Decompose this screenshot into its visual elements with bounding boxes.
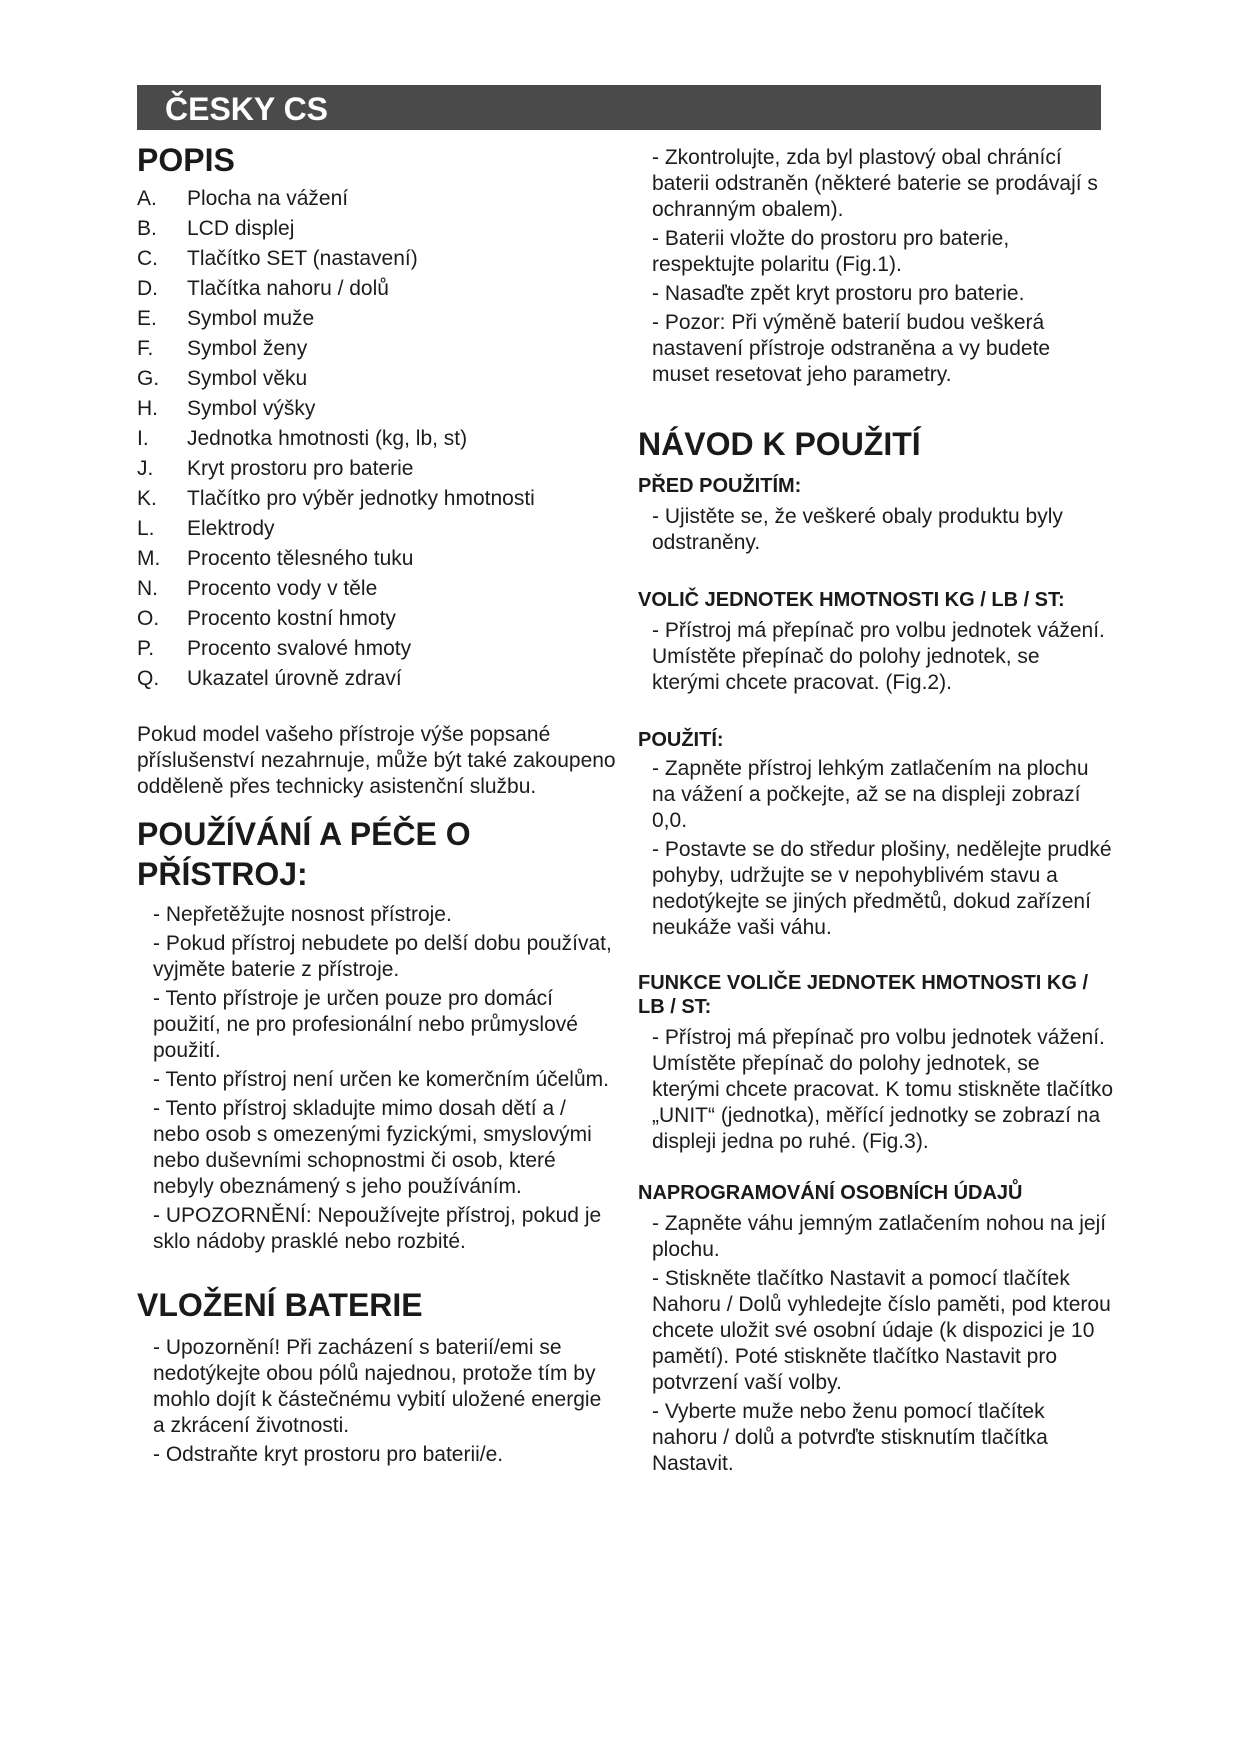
item-letter: Q. bbox=[137, 667, 160, 690]
care-list bbox=[137, 902, 617, 1255]
list-item bbox=[137, 306, 617, 332]
item-letter: G. bbox=[137, 367, 160, 390]
list-item bbox=[137, 366, 617, 392]
item-letter: I. bbox=[137, 427, 149, 450]
battery-title: VLOŽENÍ BATERIE bbox=[137, 1287, 423, 1323]
list-item: - Vyberte muže nebo ženu pomocí tlačítek nahoru / dolů a potvrďte stisknutím tlačítka Nastavit. bbox=[652, 1400, 1048, 1475]
right-column bbox=[638, 145, 1113, 1480]
use-list bbox=[638, 756, 1113, 941]
list-item: - Přístroj má přepínač pro volbu jednotek vážení. Umístěte přepínač do polohy jednotek, se kterými chcete pracovat. (Fig.2). bbox=[652, 619, 1105, 694]
item-letter: M. bbox=[137, 547, 161, 570]
language-header: ČESKY CS bbox=[137, 85, 1101, 130]
item-text: Tlačítko pro výběr jednotky hmotnosti bbox=[187, 487, 535, 510]
list-item bbox=[137, 276, 617, 302]
list-item: - Zapněte přístroj lehkým zatlačením na plochu na vážení a počkejte, až se na displeji zobrazí 0,0. bbox=[652, 757, 1089, 832]
item-letter: N. bbox=[137, 577, 158, 600]
list-item: - Pokud přístroj nebudete po delší dobu používat, vyjměte baterie z přístroje. bbox=[153, 932, 612, 981]
popis-title: POPIS bbox=[137, 142, 235, 178]
list-item bbox=[137, 246, 617, 272]
before-title: PŘED POUŽITÍM: bbox=[638, 475, 802, 497]
item-text: Procento vody v těle bbox=[187, 577, 378, 600]
item-letter: C. bbox=[137, 247, 158, 270]
item-letter: P. bbox=[137, 637, 155, 660]
item-letter: O. bbox=[137, 607, 160, 630]
list-item: - Postavte se do středur plošiny, nedělejte prudké pohyby, udržujte se v nepohyblivém stavu a nedotýkejte se jiných předmětů, dokud zařízení neukáže vaši váhu. bbox=[652, 838, 1112, 939]
item-text: Symbol věku bbox=[187, 367, 308, 390]
item-text: Procento svalové hmoty bbox=[187, 637, 412, 660]
list-item: - Stiskněte tlačítko Nastavit a pomocí tlačítek Nahoru / Dolů vyhledejte číslo paměti, pod kterou chcete uložit své osobní údaje (k dispozici je 10 pamětí). Poté stiskněte tlačítko Nastavit pro potvrzení vaší volby. bbox=[652, 1267, 1111, 1394]
list-item: - Nepřetěžujte nosnost přístroje. bbox=[153, 903, 452, 926]
list-item bbox=[137, 336, 617, 362]
item-text: Kryt prostoru pro baterie bbox=[187, 457, 414, 480]
battery-cont-list bbox=[638, 145, 1113, 388]
unit-list bbox=[638, 618, 1113, 696]
item-text: Tlačítko SET (nastavení) bbox=[187, 247, 418, 270]
before-list bbox=[638, 504, 1113, 556]
battery-list bbox=[137, 1335, 617, 1468]
item-text: LCD displej bbox=[187, 217, 295, 240]
list-item: - Nasaďte zpět kryt prostoru pro baterie. bbox=[652, 282, 1025, 305]
list-item bbox=[137, 516, 617, 542]
list-item: - UPOZORNĚNÍ: Nepoužívejte přístroj, pokud je sklo nádoby prasklé nebo rozbité. bbox=[153, 1204, 602, 1253]
item-text: Jednotka hmotnosti (kg, lb, st) bbox=[187, 427, 468, 450]
list-item: - Ujistěte se, že veškeré obaly produktu byly odstraněny. bbox=[652, 505, 1063, 554]
item-letter: H. bbox=[137, 397, 158, 420]
left-column bbox=[137, 140, 617, 1471]
list-item bbox=[137, 186, 617, 212]
care-title: POUŽÍVÁNÍ A PÉČE O PŘÍSTROJ: bbox=[137, 816, 471, 892]
list-item bbox=[137, 606, 617, 632]
item-text: Procento kostní hmoty bbox=[187, 607, 396, 630]
list-item bbox=[137, 396, 617, 422]
list-item bbox=[137, 456, 617, 482]
list-item: - Tento přístroje je určen pouze pro domácí použití, ne pro profesionální nebo průmyslové použití. bbox=[153, 987, 578, 1062]
item-text: Plocha na vážení bbox=[187, 187, 349, 210]
parts-list bbox=[137, 186, 617, 692]
item-letter: J. bbox=[137, 457, 154, 480]
list-item: - Přístroj má přepínač pro volbu jednotek vážení. Umístěte přepínač do polohy jednotek, se kterými chcete pracovat. K tomu stiskněte tlačítko „UNIT“ (jednotka), měřící jednotky se zobrazí na displeji jedna po ruhé. (Fig.3). bbox=[652, 1026, 1114, 1153]
item-letter: E. bbox=[137, 307, 157, 330]
unit-title: VOLIČ JEDNOTEK HMOTNOSTI KG / LB / ST: bbox=[638, 589, 1065, 611]
list-item: - Upozornění! Při zacházení s baterií/emi se nedotýkejte obou pólů najednou, protože tím by mohlo dojít k částečnému vybití uložené energie a zkrácení životnosti. bbox=[153, 1336, 602, 1437]
item-text: Procento tělesného tuku bbox=[187, 547, 414, 570]
item-letter: L. bbox=[137, 517, 155, 540]
list-item: - Pozor: Při výměně baterií budou veškerá nastavení přístroje odstraněna a vy budete muset resetovat jeho parametry. bbox=[652, 311, 1051, 386]
list-item bbox=[137, 486, 617, 512]
list-item: - Zkontrolujte, zda byl plastový obal chránící baterii odstraněn (některé baterie se prodávají s ochranným obalem). bbox=[652, 146, 1098, 221]
func-title: FUNKCE VOLIČE JEDNOTEK HMOTNOSTI KG / LB / ST: bbox=[638, 972, 1089, 1018]
list-item: - Odstraňte kryt prostoru pro baterii/e. bbox=[153, 1443, 504, 1466]
list-item bbox=[137, 636, 617, 662]
item-text: Tlačítka nahoru / dolů bbox=[187, 277, 389, 300]
item-text: Ukazatel úrovně zdraví bbox=[187, 667, 402, 690]
item-letter: B. bbox=[137, 217, 157, 240]
func-list bbox=[638, 1025, 1113, 1155]
use-title: POUŽITÍ: bbox=[638, 729, 724, 751]
item-letter: F. bbox=[137, 337, 154, 360]
list-item bbox=[137, 216, 617, 242]
item-text: Symbol ženy bbox=[187, 337, 308, 360]
item-letter: D. bbox=[137, 277, 158, 300]
item-letter: A. bbox=[137, 187, 157, 210]
accessory-note: Pokud model vašeho přístroje výše popsané příslušenství nezahrnuje, může být také zakoupeno odděleně přes technicky asistenční službu. bbox=[137, 723, 616, 798]
usage-title: NÁVOD K POUŽITÍ bbox=[638, 426, 921, 462]
item-text: Elektrody bbox=[187, 517, 275, 540]
prog-list bbox=[638, 1211, 1113, 1477]
list-item bbox=[137, 426, 617, 452]
item-letter: K. bbox=[137, 487, 157, 510]
list-item: - Baterii vložte do prostoru pro baterie, respektujte polaritu (Fig.1). bbox=[652, 227, 1010, 276]
list-item bbox=[137, 546, 617, 572]
list-item: - Zapněte váhu jemným zatlačením nohou na její plochu. bbox=[652, 1212, 1107, 1261]
list-item bbox=[137, 666, 617, 692]
list-item: - Tento přístroj skladujte mimo dosah dětí a / nebo osob s omezenými fyzickými, smyslovými nebo duševními schopnostmi či osob, které nebyly obeznámený s jeho používáním. bbox=[153, 1097, 592, 1198]
list-item bbox=[137, 576, 617, 602]
list-item: - Tento přístroj není určen ke komerčním účelům. bbox=[153, 1068, 609, 1091]
prog-title: NAPROGRAMOVÁNÍ OSOBNÍCH ÚDAJŮ bbox=[638, 1182, 1023, 1204]
item-text: Symbol výšky bbox=[187, 397, 316, 420]
item-text: Symbol muže bbox=[187, 307, 315, 330]
